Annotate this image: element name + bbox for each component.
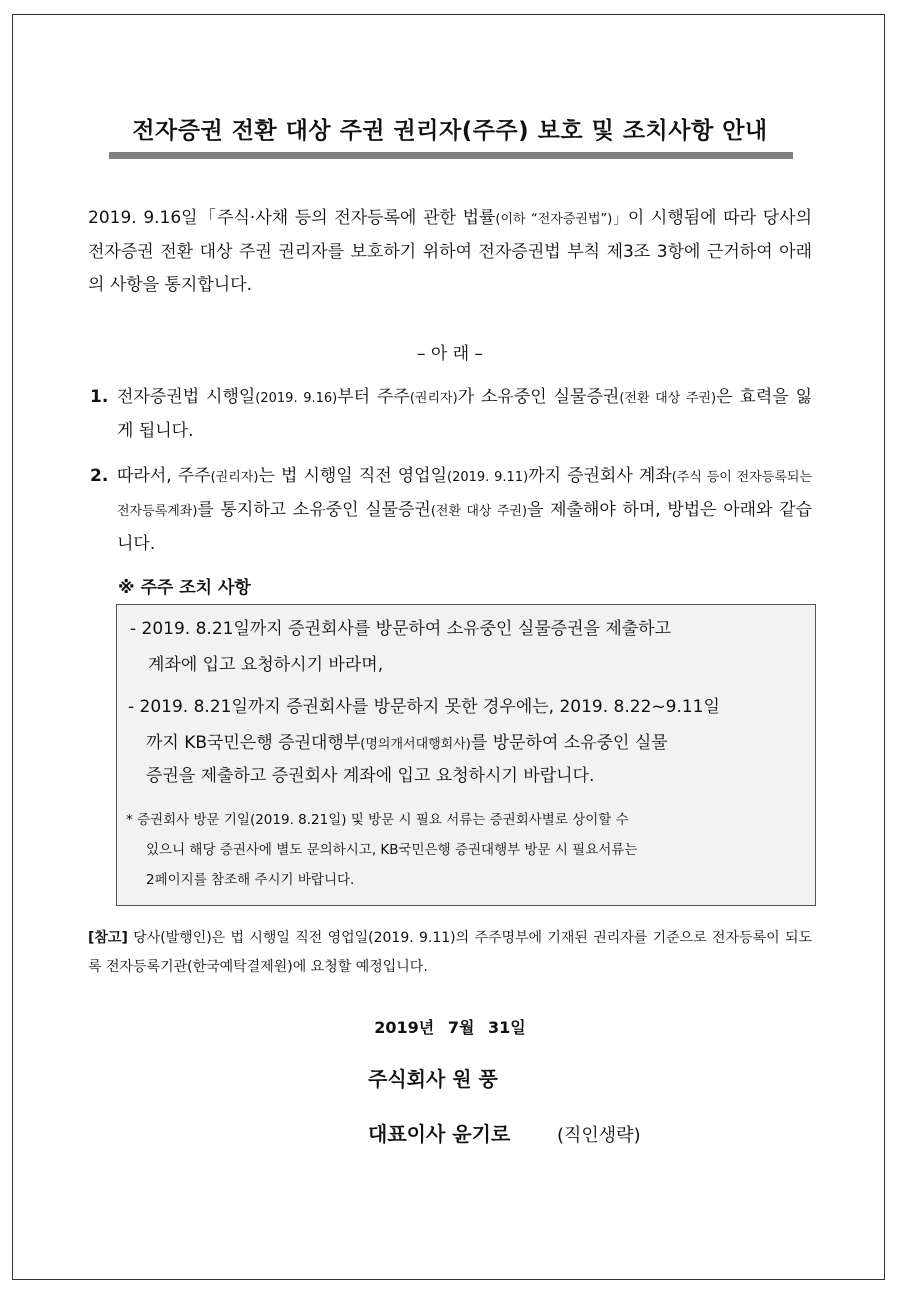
action-bullet-1-line-2: 계좌에 입고 요청하시기 바라며, bbox=[148, 655, 384, 675]
ceo-name: 대표이사 윤기로 bbox=[368, 1122, 511, 1146]
reference-paragraph bbox=[88, 924, 812, 982]
item-text: 은 효력을 잃게 됩니다. bbox=[117, 387, 813, 441]
action-bullet-1-line-1: - 2019. 8.21일까지 증권회사를 방문하여 소유중인 실물증권을 제출하고 bbox=[130, 619, 672, 639]
list-item-number: 1. bbox=[90, 387, 109, 407]
item-small-text: (주식 등이 전자등록되는 전자등록계좌) bbox=[117, 470, 813, 519]
list-item-body bbox=[117, 381, 812, 448]
action-bullet-2-line-3: 증권을 제출하고 증권회사 계좌에 입고 요청하시기 바랍니다. bbox=[146, 766, 595, 786]
list-item-body bbox=[117, 460, 812, 561]
action-section-title: ※ 주주 조치 사항 bbox=[118, 578, 251, 598]
reference-label: [참고] bbox=[88, 930, 128, 946]
bullet-text: 까지 KB국민은행 증권대행부 bbox=[146, 733, 361, 753]
item-small-text: (권리자) bbox=[409, 391, 458, 406]
bullet-small-text: (명의개서대행회사) bbox=[360, 737, 471, 752]
list-item-2 bbox=[88, 460, 812, 561]
document-title: 전자증권 전환 대상 주권 권리자(주주) 보호 및 조치사항 안내 bbox=[132, 118, 768, 144]
intro-text-abbrev: (이하 “전자증권법”)」 bbox=[495, 212, 628, 227]
intro-paragraph bbox=[88, 202, 812, 302]
item-text: 는 법 시행일 직전 영업일 bbox=[258, 466, 448, 486]
item-small-text: (전환 대상 주권) bbox=[619, 391, 717, 406]
intro-text-1: 2019. 9.16일「주식·사채 등의 전자등록에 관한 법률 bbox=[88, 208, 496, 228]
title-underline-bar bbox=[109, 152, 793, 159]
item-text: 를 통지하고 소유중인 실물증권 bbox=[197, 500, 431, 520]
item-small-text: (전환 대상 주권) bbox=[430, 504, 528, 519]
company-name: 주식회사 원 풍 bbox=[368, 1067, 498, 1091]
item-small-text: (권리자) bbox=[210, 470, 259, 485]
note-line-3: 2페이지를 참조해 주시기 바랍니다. bbox=[146, 872, 355, 888]
section-heading: – 아 래 – bbox=[416, 344, 484, 364]
note-line-1: * 증권회사 방문 기일(2019. 8.21일) 및 방문 시 필요 서류는 증권회사별로 상이할 수 bbox=[126, 812, 629, 828]
issue-date: 2019년 7월 31일 bbox=[374, 1018, 526, 1037]
bullet-text: 를 방문하여 소유중인 실물 bbox=[470, 733, 668, 753]
list-item-1 bbox=[88, 381, 812, 448]
seal-omitted-note: (직인생략) bbox=[557, 1125, 641, 1146]
item-small-text: (2019. 9.11) bbox=[447, 470, 529, 485]
item-text: 따라서, 주주 bbox=[117, 466, 211, 486]
item-text: 까지 증권회사 계좌 bbox=[528, 466, 672, 486]
reference-text: 당사(발행인)은 법 시행일 직전 영업일(2019. 9.11)의 주주명부에 기재된 권리자를 기준으로 전자등록이 되도록 전자등록기관(한국예탁결제원)에 요청할 예정입니다. bbox=[88, 930, 812, 975]
item-text: 가 소유중인 실물증권 bbox=[457, 387, 620, 407]
list-item-number: 2. bbox=[90, 466, 109, 486]
action-bullet-2-line-1: - 2019. 8.21일까지 증권회사를 방문하지 못한 경우에는, 2019. 8.22~9.11일 bbox=[128, 697, 720, 717]
note-line-2: 있으니 해당 증권사에 별도 문의하시고, KB국민은행 증권대행부 방문 시 필요서류는 bbox=[146, 842, 638, 858]
intro-text-2: 이 시행됨에 따라 당사의 전자증권 전환 대상 주권 권리자를 보호하기 위하여 전자증권법 부칙 제3조 3항에 근거하여 아래의 사항을 통지합니다. bbox=[88, 208, 812, 295]
action-note bbox=[126, 805, 786, 895]
item-small-text: (2019. 9.16) bbox=[255, 391, 338, 406]
item-text: 부터 주주 bbox=[337, 387, 410, 407]
item-text: 전자증권법 시행일 bbox=[117, 387, 256, 407]
item-text: 을 제출해야 하며, 방법은 아래와 같습니다. bbox=[117, 500, 812, 554]
